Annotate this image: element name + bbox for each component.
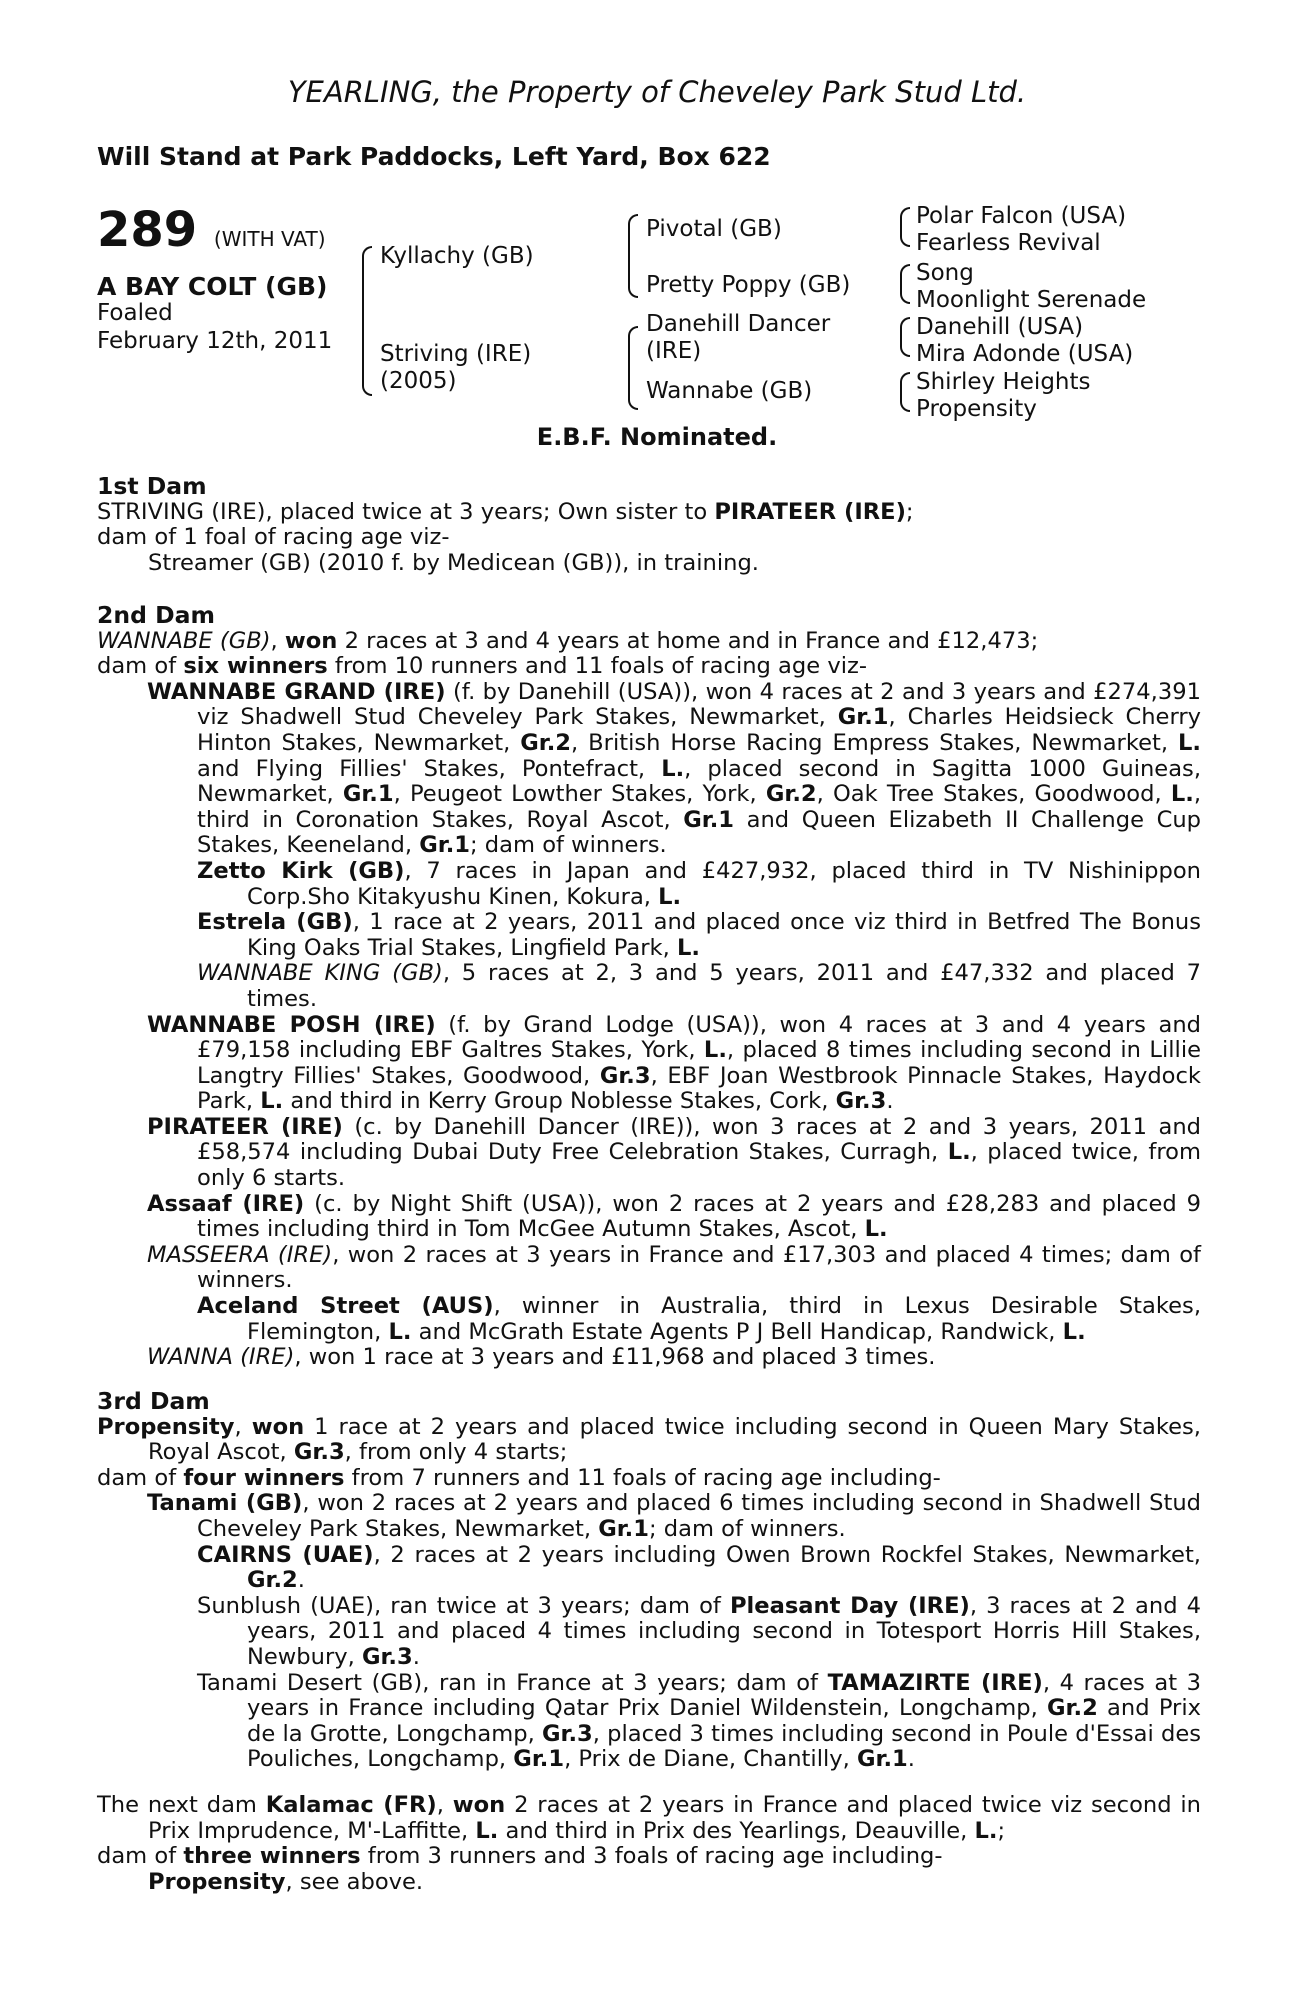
foaled-label: Foaled bbox=[97, 300, 173, 326]
entry-tanami-desert: Tanami Desert (GB), ran in France at 3 years; dam of TAMAZIRTE (IRE), 4 races at 3 years in France including Qatar Prix Daniel Wildenstein, Longchamp, Gr.2 and Prix de la Grotte, Longchamp, Gr.3, placed 3 times including second in Poule d'Essai des Pouliches, Longchamp, Gr.1, Prix de Diane, Chantilly, Gr.1. bbox=[197, 1669, 1202, 1773]
next-dam-section bbox=[97, 1793, 1201, 1895]
pedigree-brace-g3 bbox=[900, 317, 910, 357]
entry-cairns: CAIRNS (UAE), 2 races at 2 years including Owen Brown Rockfel Stakes, Newmarket, Gr.2. bbox=[197, 1541, 1201, 1594]
sire-sire-name: Pivotal (GB) bbox=[646, 216, 782, 242]
vat-note: (WITH VAT) bbox=[213, 227, 326, 251]
dam-year: (2005) bbox=[380, 368, 457, 394]
entry-wannabe-posh: WANNABE POSH (IRE) (f. by Grand Lodge (USA)), won 4 races at 3 and 4 years and £79,158 including EBF Galtres Stakes, York, L., placed 8 times including second in Lillie Langtry Fillies' Stakes, Goodwood, Gr.3, EBF Joan Westbrook Pinnacle Stakes, Haydock Park, L. and third in Kerry Group Noblesse Stakes, Cork, Gr.3. bbox=[147, 1011, 1201, 1115]
dam-sire-country: (IRE) bbox=[646, 338, 702, 364]
first-dam-heading: 1st Dam bbox=[97, 472, 207, 500]
dam-sire-name: Danehill Dancer bbox=[646, 311, 831, 337]
pedigree-brace-sire bbox=[628, 214, 638, 298]
first-dam-produce-line: dam of 1 foal of racing age viz- bbox=[97, 524, 450, 551]
third-dam-section bbox=[97, 1389, 1201, 1773]
entry-estrela: Estrela (GB), 1 race at 2 years, 2011 and placed once viz third in Betfred The Bonus King Oaks Trial Stakes, Lingfield Park, L. bbox=[197, 909, 1202, 961]
third-dam-produce-line: dam of four winners from 7 runners and 11 foals of racing age including- bbox=[97, 1464, 941, 1491]
stand-location: Will Stand at Park Paddocks, Left Yard, Box 622 bbox=[97, 142, 771, 171]
foaled-date: February 12th, 2011 bbox=[97, 328, 333, 354]
entry-sunblush: Sunblush (UAE), ran twice at 3 years; dam of Pleasant Day (IRE), 3 races at 2 and 4 years, 2011 and placed 4 times including second in Totesport Horris Hill Stakes, Newbury, Gr.3. bbox=[197, 1592, 1202, 1670]
ebf-nomination: E.B.F. Nominated. bbox=[536, 423, 778, 451]
lot-name: A BAY COLT (GB) bbox=[97, 272, 328, 301]
lot-number: 289 bbox=[97, 202, 198, 258]
first-dam-foal: Streamer (GB) (2010 f. by Medicean (GB)), in training. bbox=[148, 549, 759, 576]
pedigree-brace-parents bbox=[362, 246, 372, 396]
second-dam-produce-line: dam of six winners from 10 runners and 11 foals of racing age viz- bbox=[97, 653, 867, 680]
gen3-song: Song bbox=[916, 260, 974, 286]
entry-tanami: Tanami (GB), won 2 races at 2 years and placed 6 times including second in Shadwell Stud Cheveley Park Stakes, Newmarket, Gr.1; dam of winners. bbox=[147, 1490, 1202, 1542]
entry-propensity-ref: Propensity, see above. bbox=[148, 1868, 424, 1895]
third-dam-line: Propensity, won 1 race at 2 years and placed twice including second in Queen Mary Stakes, Royal Ascot, Gr.3, from only 4 starts; bbox=[97, 1413, 1201, 1466]
gen3-polar-falcon: Polar Falcon (USA) bbox=[916, 203, 1127, 229]
entry-zetto-kirk: Zetto Kirk (GB), 7 races in Japan and £427,932, placed third in TV Nishinippon Corp.Sho Kitakyushu Kinen, Kokura, L. bbox=[197, 857, 1201, 910]
entry-wannabe-king: WANNABE KING (GB), 5 races at 2, 3 and 5 years, 2011 and £47,332 and placed 7 times. bbox=[197, 960, 1201, 1012]
entry-aceland-street: Aceland Street (AUS), winner in Australia, third in Lexus Desirable Stakes, Flemington, L. and McGrath Estate Agents P J Bell Handicap, Randwick, L. bbox=[197, 1293, 1201, 1345]
entry-pirateer: PIRATEER (IRE) (c. by Danehill Dancer (IRE)), won 3 races at 2 and 3 years, 2011 and £58,574 including Dubai Duty Free Celebration Stakes, Curragh, L., placed twice, from only 6 starts. bbox=[147, 1113, 1202, 1192]
gen3-mira-adonde: Mira Adonde (USA) bbox=[916, 341, 1134, 367]
dam-name: Striving (IRE) bbox=[380, 341, 532, 367]
lot-number-block bbox=[97, 202, 326, 263]
gen3-fearless-revival: Fearless Revival bbox=[916, 230, 1101, 256]
next-dam-produce-line: dam of three winners from 3 runners and 3 foals of racing age including- bbox=[97, 1843, 943, 1870]
page-title: YEARLING, the Property of Cheveley Park Stud Ltd. bbox=[287, 75, 1027, 109]
second-dam-heading: 2nd Dam bbox=[97, 601, 215, 629]
sire-dam-name: Pretty Poppy (GB) bbox=[646, 272, 851, 298]
pedigree-brace-g1 bbox=[900, 207, 910, 247]
entry-masseera: MASSEERA (IRE), won 2 races at 3 years in France and £17,303 and placed 4 times; dam of winners. bbox=[147, 1241, 1201, 1294]
second-dam-line: WANNABE (GB), won 2 races at 3 and 4 years at home and in France and £12,473; bbox=[97, 627, 1039, 654]
third-dam-heading: 3rd Dam bbox=[97, 1387, 210, 1415]
next-dam-line: The next dam Kalamac (FR), won 2 races at 2 years in France and placed twice viz second in Prix Imprudence, M'-Laffitte, L. and third in Prix des Yearlings, Deauville, L.; bbox=[97, 1792, 1201, 1844]
first-dam-line: STRIVING (IRE), placed twice at 3 years; Own sister to PIRATEER (IRE); bbox=[97, 498, 914, 525]
gen3-danehill: Danehill (USA) bbox=[916, 314, 1084, 340]
gen3-propensity: Propensity bbox=[916, 396, 1037, 422]
pedigree-brace-dam bbox=[628, 326, 638, 410]
second-dam-section bbox=[97, 603, 1201, 1371]
entry-wannabe-grand: WANNABE GRAND (IRE) (f. by Danehill (USA)), won 4 races at 2 and 3 years and £274,391 viz Shadwell Stud Cheveley Park Stakes, Newmarket, Gr.1, Charles Heidsieck Cherry Hinton Stakes, Newmarket, Gr.2, British Horse Racing Empress Stakes, Newmarket, L. and Flying Fillies' Stakes, Pontefract, L., placed second in Sagitta 1000 Guineas, Newmarket, Gr.1, Peugeot Lowther Stakes, York, Gr.2, Oak Tree Stakes, Goodwood, L., third in Coronation Stakes, Royal Ascot, Gr.1 and Queen Elizabeth II Challenge Cup Stakes, Keeneland, Gr.1; dam of winners. bbox=[147, 678, 1202, 859]
entry-assaaf: Assaaf (IRE) (c. by Night Shift (USA)), won 2 races at 2 years and £28,283 and placed 9 times including third in Tom McGee Autumn Stakes, Ascot, L. bbox=[147, 1190, 1202, 1243]
pedigree-brace-g4 bbox=[900, 372, 910, 412]
pedigree-brace-g2 bbox=[900, 264, 910, 304]
gen3-moonlight-serenade: Moonlight Serenade bbox=[916, 287, 1147, 313]
entry-wanna: WANNA (IRE), won 1 race at 3 years and £11,968 and placed 3 times. bbox=[147, 1344, 936, 1371]
first-dam-section bbox=[97, 474, 1201, 576]
dam-dam-name: Wannabe (GB) bbox=[646, 378, 813, 404]
sire-name: Kyllachy (GB) bbox=[380, 243, 534, 269]
gen3-shirley-heights: Shirley Heights bbox=[916, 369, 1091, 395]
